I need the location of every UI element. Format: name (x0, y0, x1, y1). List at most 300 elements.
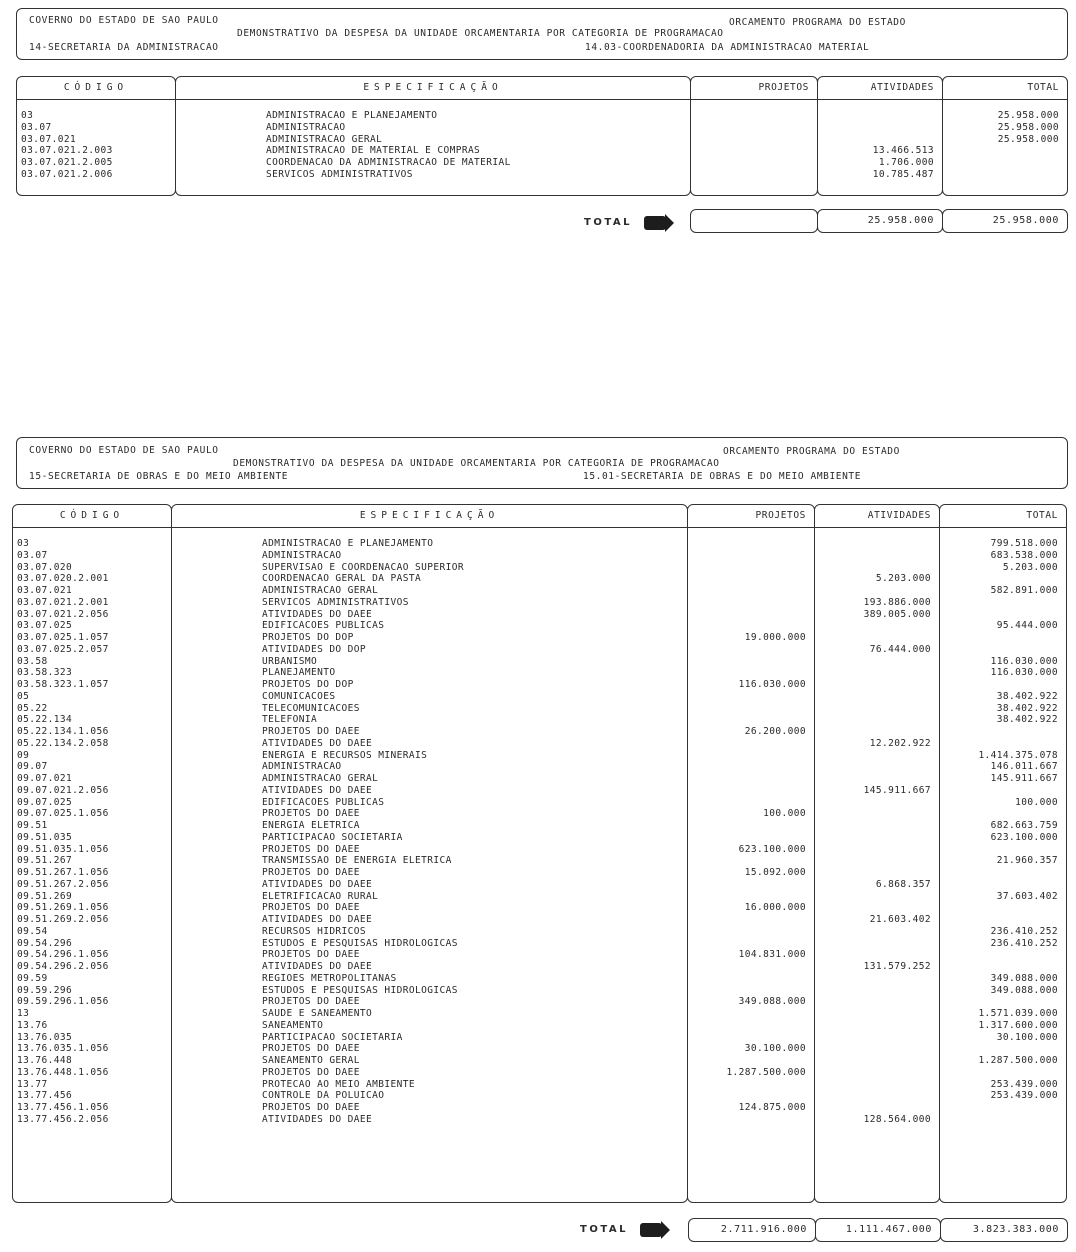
projetos-header: PROJETOS (691, 77, 817, 100)
codigo-cell: 03.07.021.2.056 (17, 608, 109, 620)
codigo-cell: 03.58 (17, 655, 48, 667)
atividades-cell (815, 902, 939, 914)
especificacao-cell: ATIVIDADES DO DAEE (262, 1113, 373, 1125)
codigo-cell: 05.22.134.2.058 (17, 737, 109, 749)
total-cell (940, 738, 1066, 750)
total-cell (943, 157, 1067, 169)
projetos-cell (688, 761, 814, 773)
total-cell: 5.203.000 (1002, 561, 1058, 573)
header-org: COVERNO DO ESTADO DE SAO PAULO (29, 445, 219, 456)
projetos-cell (688, 738, 814, 750)
atividades-cell: 13.466.513 (872, 145, 934, 157)
especificacao-cell: RECURSOS HIDRICOS (262, 925, 367, 937)
especificacao-cell: PROJETOS DO DAEE (262, 843, 360, 855)
atividades-header: ATIVIDADES (818, 77, 942, 100)
projetos-cell (688, 562, 814, 574)
especificacao-cell: ATIVIDADES DO DAEE (262, 608, 373, 620)
projetos-cell (688, 597, 814, 609)
projetos-cell: 26.200.000 (744, 726, 806, 737)
total-cell: 146.011.667 (990, 761, 1058, 773)
header-secretaria: 15-SECRETARIA DE OBRAS E DO MEIO AMBIENTE (29, 471, 289, 482)
atividades-cell (815, 985, 939, 997)
atividades-cell (815, 1055, 939, 1067)
especificacao-cell: PROJETOS DO DAEE (262, 949, 360, 961)
projetos-column (687, 504, 815, 1203)
projetos-cell (688, 538, 814, 550)
atividades-cell: 389.005.000 (863, 608, 931, 620)
total-cell: 38.402.922 (996, 690, 1058, 702)
codigo-cell: 03.07.021.2.001 (17, 596, 109, 608)
projetos-cell (691, 110, 817, 122)
total-cell (940, 597, 1066, 609)
projetos-cell (688, 691, 814, 703)
projetos-cell (688, 1032, 814, 1044)
total-cell (940, 1102, 1066, 1114)
projetos-cell (688, 785, 814, 797)
especificacao-cell: PROJETOS DO DAEE (262, 1102, 360, 1113)
codigo-cell: 09.54.296 (17, 937, 73, 949)
total-cell: 253.439.000 (990, 1090, 1058, 1102)
atividades-cell (815, 667, 939, 679)
especificacao-cell: SAUDE E SANEAMENTO (262, 1008, 373, 1019)
projetos-cell: 104.831.000 (738, 949, 806, 961)
projetos-cell (691, 134, 817, 146)
projetos-cell (688, 1055, 814, 1067)
total-cell (940, 808, 1066, 820)
especificacao-cell: SERVICOS ADMINISTRATIVOS (262, 596, 409, 608)
especificacao-cell: PROJETOS DO DAEE (262, 867, 360, 878)
codigo-cell: 09.59 (17, 972, 48, 984)
atividades-cell: 21.603.402 (869, 914, 931, 925)
codigo-cell: 03.58.323.1.057 (17, 679, 109, 690)
total-cell (940, 902, 1066, 914)
atividades-cell (815, 1008, 939, 1020)
total-cell: 30.100.000 (996, 1031, 1058, 1043)
projetos-cell: 30.100.000 (744, 1043, 806, 1055)
total-cell (940, 879, 1066, 891)
projetos-cell (688, 644, 814, 656)
projetos-cell: 15.092.000 (744, 867, 806, 878)
codigo-cell: 03 (17, 538, 30, 549)
atividades-cell (815, 820, 939, 832)
atividades-cell (818, 122, 942, 134)
atividades-cell (815, 750, 939, 762)
total-cell: 683.538.000 (990, 549, 1058, 561)
atividades-cell (815, 1079, 939, 1091)
atividades-cell: 5.203.000 (875, 573, 931, 585)
projetos-cell (688, 973, 814, 985)
projetos-cell (688, 938, 814, 950)
codigo-cell: 05.22.134 (17, 714, 73, 726)
especificacao-cell: ADMINISTRACAO (262, 549, 342, 561)
especificacao-cell: ATIVIDADES DO DAEE (262, 784, 373, 796)
codigo-cell: 09 (17, 749, 30, 761)
total-cell: 349.088.000 (990, 984, 1058, 996)
especificacao-cell: URBANISMO (262, 655, 318, 667)
codigo-cell: 09.51.035.1.056 (17, 843, 109, 855)
codigo-cell: 03.07 (21, 121, 52, 133)
total-cell (940, 644, 1066, 656)
codigo-cell: 03.07.020 (17, 561, 73, 573)
header-program: ORCAMENTO PROGRAMA DO ESTADO (723, 446, 900, 457)
section2-table (16, 504, 1068, 1203)
projetos-cell: 1.287.500.000 (726, 1066, 806, 1078)
projetos-cell (688, 961, 814, 973)
projetos-cell: 116.030.000 (738, 679, 806, 690)
codigo-cell: 09.54 (17, 925, 48, 937)
total-cell: 100.000 (1015, 796, 1058, 808)
atividades-cell (815, 797, 939, 809)
atividades-cell (815, 1090, 939, 1102)
especificacao-cell: TRANSMISSAO DE ENERGIA ELETRICA (262, 855, 452, 867)
total-cell (940, 1114, 1066, 1126)
especificacao-cell: COMUNICACOES (262, 690, 336, 702)
total-cell (940, 1043, 1066, 1055)
projetos-cell (688, 914, 814, 926)
codigo-cell: 03.58.323 (17, 667, 73, 679)
codigo-cell: 13.76.448.1.056 (17, 1066, 109, 1078)
projetos-cell (688, 667, 814, 679)
total-cell (940, 726, 1066, 738)
section1-table (16, 76, 1068, 196)
codigo-cell: 03 (21, 110, 34, 121)
atividades-cell: 12.202.922 (869, 737, 931, 749)
codigo-cell: 03.07.021 (21, 133, 77, 145)
total-cell (943, 169, 1067, 181)
atividades-cell (815, 691, 939, 703)
section1-header (16, 8, 1068, 60)
especificacao-cell: ADMINISTRACAO GERAL (262, 773, 379, 784)
especificacao-cell: ADMINISTRACAO DE MATERIAL E COMPRAS (266, 145, 481, 157)
projetos-cell (688, 832, 814, 844)
total-cell: 253.439.000 (990, 1078, 1058, 1090)
especificacao-cell: ATIVIDADES DO DAEE (262, 878, 373, 890)
total-cell (940, 996, 1066, 1008)
projetos-cell (688, 1079, 814, 1091)
header-secretaria: 14-SECRETARIA DA ADMINISTRACAO (29, 42, 219, 53)
atividades-cell: 1.706.000 (878, 157, 934, 168)
especificacao-cell: ENERGIA ELETRICA (262, 820, 360, 831)
total-cell (940, 679, 1066, 691)
projetos-cell (688, 797, 814, 809)
header-unidade: 15.01-SECRETARIA DE OBRAS E DO MEIO AMBIENTE (583, 471, 862, 482)
total-cell: 1.571.039.000 (978, 1008, 1058, 1019)
codigo-cell: 09.51 (17, 820, 48, 831)
codigo-cell: 13.76.448 (17, 1055, 73, 1066)
codigo-cell: 03.07.021.2.006 (21, 168, 113, 180)
total-header: TOTAL (940, 505, 1066, 528)
especificacao-cell: PROJETOS DO DOP (262, 632, 354, 643)
projetos-cell: 19.000.000 (744, 632, 806, 643)
especificacao-cell: PROJETOS DO DAEE (262, 902, 360, 914)
total-cell (940, 949, 1066, 961)
projetos-cell (688, 985, 814, 997)
atividades-cell (815, 832, 939, 844)
projetos-cell (688, 1020, 814, 1032)
especificacao-cell: ENERGIA E RECURSOS MINERAIS (262, 749, 428, 761)
atividades-cell (815, 867, 939, 879)
total-atividades: 25.958.000 (817, 209, 943, 233)
especificacao-cell: PROJETOS DO DAEE (262, 1066, 360, 1078)
codigo-cell: 13.76 (17, 1019, 48, 1031)
header-program: ORCAMENTO PROGRAMA DO ESTADO (729, 17, 906, 28)
atividades-cell (815, 938, 939, 950)
codigo-cell: 03.07.025 (17, 620, 73, 632)
especificacao-cell: PROJETOS DO DAEE (262, 726, 360, 737)
codigo-cell: 05 (17, 690, 30, 702)
projetos-cell (688, 620, 814, 632)
codigo-header: CÓDIGO (17, 77, 175, 100)
especificacao-cell: TELECOMUNICACOES (262, 702, 360, 714)
especificacao-cell: ADMINISTRACAO GERAL (262, 585, 379, 596)
especificacao-header: ESPECIFICAÇÃO (172, 505, 687, 528)
especificacao-cell: SUPERVISAO E COORDENACAO SUPERIOR (262, 561, 464, 573)
codigo-cell: 03.07.021.2.003 (21, 145, 113, 157)
projetos-column (690, 76, 818, 196)
atividades-cell (815, 855, 939, 867)
projetos-cell (688, 1114, 814, 1126)
projetos-cell: 16.000.000 (744, 902, 806, 914)
total-cell (940, 632, 1066, 644)
total-cell (940, 1067, 1066, 1079)
codigo-cell: 09.51.267 (17, 855, 73, 867)
projetos-cell (691, 122, 817, 134)
total-cell: 799.518.000 (990, 538, 1058, 549)
total-cell: 38.402.922 (996, 714, 1058, 726)
projetos-cell (688, 703, 814, 715)
total-label: TOTAL (580, 1224, 628, 1235)
total-cell: 236.410.252 (990, 937, 1058, 949)
total-projetos (690, 209, 818, 233)
total-cell: 1.317.600.000 (978, 1019, 1058, 1031)
projetos-cell (688, 879, 814, 891)
projetos-cell (688, 820, 814, 832)
especificacao-cell: ATIVIDADES DO DOP (262, 643, 367, 655)
codigo-cell: 09.54.296.1.056 (17, 949, 109, 961)
especificacao-cell: ATIVIDADES DO DAEE (262, 961, 373, 972)
especificacao-cell: CONTROLE DA POLUICAO (262, 1090, 385, 1102)
atividades-header: ATIVIDADES (815, 505, 939, 528)
codigo-cell: 05.22 (17, 702, 48, 714)
codigo-cell: 09.07.025.1.056 (17, 808, 109, 820)
especificacao-cell: PROJETOS DO DAEE (262, 1043, 360, 1055)
atividades-cell (815, 620, 939, 632)
projetos-cell (688, 585, 814, 597)
atividades-cell (815, 949, 939, 961)
especificacao-cell: SANEAMENTO (262, 1019, 324, 1031)
atividades-cell (815, 714, 939, 726)
atividades-cell (815, 679, 939, 691)
projetos-cell (688, 573, 814, 585)
arrow-right-icon (644, 216, 666, 230)
codigo-cell: 09.07 (17, 761, 48, 773)
especificacao-cell: PROJETOS DO DAEE (262, 808, 360, 820)
atividades-cell (815, 562, 939, 574)
projetos-cell (688, 926, 814, 938)
codigo-cell: 13.77.456 (17, 1090, 73, 1102)
total-cell: 25.958.000 (997, 121, 1059, 133)
projetos-cell (691, 145, 817, 157)
codigo-cell: 13.76.035.1.056 (17, 1043, 109, 1055)
codigo-cell: 03.07.020.2.001 (17, 573, 109, 585)
total-cell: 37.603.402 (996, 890, 1058, 902)
codigo-cell: 09.07.025 (17, 796, 73, 808)
projetos-cell (688, 656, 814, 668)
especificacao-cell: COORDENACAO GERAL DA PASTA (262, 573, 422, 585)
atividades-cell (815, 926, 939, 938)
header-unidade: 14.03-COORDENADORIA DA ADMINISTRACAO MATERIAL (585, 42, 870, 53)
especificacao-column (175, 76, 691, 196)
total-cell (940, 573, 1066, 585)
total-column (939, 504, 1067, 1203)
especificacao-cell: PROJETOS DO DAEE (262, 996, 360, 1008)
especificacao-cell: PARTICIPACAO SOCIETARIA (262, 1031, 403, 1043)
total-cell: 682.663.759 (990, 820, 1058, 831)
atividades-cell (815, 1102, 939, 1114)
codigo-cell: 09.51.269 (17, 890, 73, 902)
especificacao-cell: EDIFICACOES PUBLICAS (262, 796, 385, 808)
especificacao-cell: COORDENACAO DA ADMINISTRACAO DE MATERIAL (266, 157, 511, 168)
atividades-cell: 76.444.000 (869, 643, 931, 655)
total-cell (943, 145, 1067, 157)
projetos-cell (688, 750, 814, 762)
total-projetos: 2.711.916.000 (688, 1218, 816, 1242)
codigo-cell: 03.07.021 (17, 585, 73, 596)
total-cell: 25.958.000 (997, 110, 1059, 121)
atividades-cell: 131.579.252 (863, 961, 931, 972)
atividades-cell (815, 808, 939, 820)
projetos-cell (691, 169, 817, 181)
atividades-cell (815, 773, 939, 785)
header-title: DEMONSTRATIVO DA DESPESA DA UNIDADE ORCAMENTARIA POR CATEGORIA DE PROGRAMACAO (233, 458, 720, 469)
especificacao-cell: PROJETOS DO DOP (262, 679, 354, 690)
total-cell: 1.414.375.078 (978, 749, 1058, 761)
codigo-cell: 03.07.025.2.057 (17, 643, 109, 655)
total-cell (940, 961, 1066, 973)
especificacao-cell: ATIVIDADES DO DAEE (262, 737, 373, 749)
total-cell: 95.444.000 (996, 620, 1058, 632)
especificacao-cell: ADMINISTRACAO GERAL (266, 133, 383, 145)
atividades-cell (815, 726, 939, 738)
codigo-cell: 13.77.456.1.056 (17, 1102, 109, 1113)
atividades-cell (815, 973, 939, 985)
atividades-cell (815, 844, 939, 856)
especificacao-cell: EDIFICACOES PUBLICAS (262, 620, 385, 632)
codigo-cell: 09.07.021 (17, 773, 73, 784)
header-org: COVERNO DO ESTADO DE SAO PAULO (29, 15, 219, 26)
atividades-cell (815, 1043, 939, 1055)
especificacao-cell: TELEFONIA (262, 714, 318, 726)
codigo-cell: 05.22.134.1.056 (17, 726, 109, 737)
total-total: 25.958.000 (942, 209, 1068, 233)
projetos-cell: 124.875.000 (738, 1102, 806, 1113)
atividades-cell: 128.564.000 (863, 1113, 931, 1125)
especificacao-cell: ADMINISTRACAO (266, 121, 346, 133)
especificacao-cell: ADMINISTRACAO E PLANEJAMENTO (262, 538, 434, 549)
total-header: TOTAL (943, 77, 1067, 100)
codigo-cell: 09.51.267.2.056 (17, 878, 109, 890)
projetos-cell (688, 550, 814, 562)
total-cell (940, 867, 1066, 879)
total-label: TOTAL (584, 217, 632, 228)
atividades-cell (815, 891, 939, 903)
especificacao-cell: ESTUDOS E PESQUISAS HIDROLOGICAS (262, 984, 458, 996)
atividades-cell (818, 110, 942, 122)
especificacao-cell: ADMINISTRACAO E PLANEJAMENTO (266, 110, 438, 121)
codigo-header: CÓDIGO (13, 505, 171, 528)
projetos-cell (688, 855, 814, 867)
codigo-cell: 03.07.025.1.057 (17, 632, 109, 643)
total-cell: 38.402.922 (996, 702, 1058, 714)
projetos-cell (691, 157, 817, 169)
section2-header (16, 437, 1068, 489)
especificacao-cell: REGIOES METROPOLITANAS (262, 972, 397, 984)
atividades-cell: 145.911.667 (863, 784, 931, 796)
projetos-cell (688, 773, 814, 785)
total-cell: 116.030.000 (990, 655, 1058, 667)
total-cell: 25.958.000 (997, 133, 1059, 145)
total-cell (940, 914, 1066, 926)
codigo-cell: 13 (17, 1008, 30, 1019)
total-column (942, 76, 1068, 196)
atividades-cell (815, 761, 939, 773)
especificacao-cell: PROTECAO AO MEIO AMBIENTE (262, 1078, 415, 1090)
codigo-cell: 03.07 (17, 549, 48, 561)
projetos-cell (688, 891, 814, 903)
atividades-cell: 6.868.357 (875, 878, 931, 890)
codigo-cell: 09.51.269.1.056 (17, 902, 109, 914)
projetos-cell: 100.000 (763, 808, 806, 820)
projetos-cell (688, 1090, 814, 1102)
atividades-cell (815, 550, 939, 562)
codigo-cell: 13.77 (17, 1078, 48, 1090)
atividades-cell (815, 1020, 939, 1032)
total-cell: 582.891.000 (990, 585, 1058, 596)
especificacao-cell: ATIVIDADES DO DAEE (262, 914, 373, 925)
total-cell (940, 844, 1066, 856)
codigo-cell: 09.07.021.2.056 (17, 784, 109, 796)
atividades-cell (815, 996, 939, 1008)
codigo-cell: 09.59.296.1.056 (17, 996, 109, 1008)
codigo-column (16, 76, 176, 196)
atividades-cell (815, 1067, 939, 1079)
especificacao-cell: ELETRIFICACAO RURAL (262, 890, 379, 902)
total-cell (940, 609, 1066, 621)
atividades-cell (815, 585, 939, 597)
header-title: DEMONSTRATIVO DA DESPESA DA UNIDADE ORCAMENTARIA POR CATEGORIA DE PROGRAMACAO (237, 28, 724, 39)
total-cell: 623.100.000 (990, 831, 1058, 843)
atividades-cell (815, 632, 939, 644)
atividades-cell (815, 1032, 939, 1044)
atividades-cell (815, 703, 939, 715)
atividades-cell: 10.785.487 (872, 168, 934, 180)
codigo-cell: 09.51.035 (17, 831, 73, 843)
codigo-cell: 09.59.296 (17, 984, 73, 996)
projetos-cell: 623.100.000 (738, 843, 806, 855)
codigo-cell: 09.51.269.2.056 (17, 914, 109, 925)
total-cell: 1.287.500.000 (978, 1055, 1058, 1066)
projetos-header: PROJETOS (688, 505, 814, 528)
codigo-cell: 13.76.035 (17, 1031, 73, 1043)
codigo-column (12, 504, 172, 1203)
especificacao-cell: PARTICIPACAO SOCIETARIA (262, 831, 403, 843)
especificacao-cell: ESTUDOS E PESQUISAS HIDROLOGICAS (262, 937, 458, 949)
total-cell: 116.030.000 (990, 667, 1058, 679)
especificacao-cell: SANEAMENTO GERAL (262, 1055, 360, 1066)
atividades-column (817, 76, 943, 196)
especificacao-cell: SERVICOS ADMINISTRATIVOS (266, 168, 413, 180)
codigo-cell: 03.07.021.2.005 (21, 157, 113, 168)
